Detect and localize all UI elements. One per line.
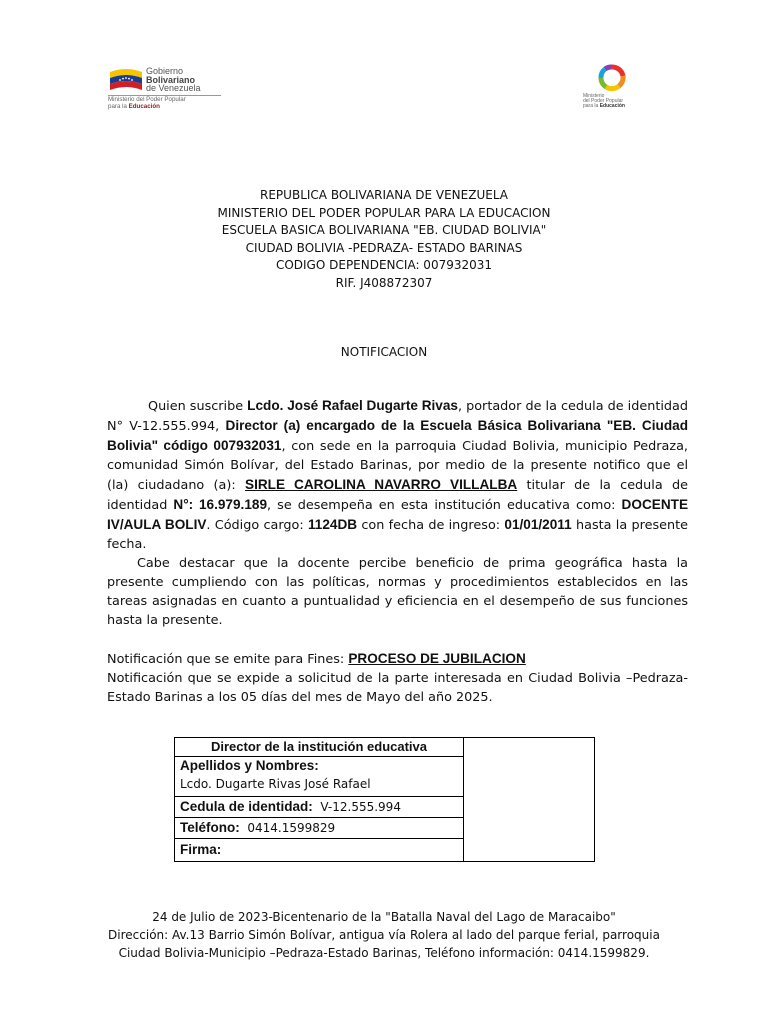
gobierno-bolivariano-logo <box>108 64 222 110</box>
logo-line-gobierno: Gobierno <box>146 66 184 76</box>
document-footer <box>0 908 768 962</box>
text-segment: Notificación que se emite para Fines: <box>107 652 349 667</box>
gobierno-text <box>146 67 201 93</box>
footer-line-direccion: Dirección: Av.13 Barrio Simón Bolívar, antigua vía Rolera al lado del parque ferial, parroquia <box>108 928 660 942</box>
header-line-escuela: ESCUELA BASICA BOLIVARIANA "EB. CIUDAD BOLIVIA" <box>221 223 547 238</box>
educacion-prefix: para la <box>108 102 129 110</box>
venezuela-flag-icon <box>108 66 144 92</box>
right-educacion-prefix: para la <box>583 103 600 110</box>
sign-label: Firma: <box>180 842 222 857</box>
header-line-ubicacion: CIUDAD BOLIVIA -PEDRAZA- ESTADO BARINAS <box>245 240 523 255</box>
purpose-value: PROCESO DE JUBILACION <box>348 651 526 666</box>
text-segment: hasta la presente fecha. <box>107 518 688 552</box>
phone-label: Teléfono: <box>180 820 240 835</box>
phone-value: 0414.1599829 <box>247 821 336 835</box>
educacion-line <box>108 104 186 111</box>
paragraph-main <box>107 396 688 554</box>
citizen-post: DOCENTE IV/AULA BOLIV <box>107 497 689 532</box>
footer-line-telefono: Ciudad Bolivia-Municipio –Pedraza-Estado Barinas, Teléfono información: 0414.1599829. <box>118 946 650 960</box>
names-value: Lcdo. Dugarte Rivas José Rafael <box>180 777 371 791</box>
header-line-rif: RIF. J408872307 <box>335 275 433 290</box>
post-code: 1124DB <box>307 517 358 532</box>
text-segment: , con sede en la parroquia Ciudad Bolivia, municipio Pedraza, comunidad Simón Bolívar, del Estado Barinas, por medio de la presente notifico que el (la) ciudadano (a): <box>107 439 688 493</box>
header-line-codigo: CODIGO DEPENDENCIA: 007932031 <box>275 258 493 273</box>
citizen-id: N°: 16.979.189 <box>173 497 268 512</box>
text-segment: titular de la cedula de identidad <box>107 478 688 513</box>
paragraph-benefit: Cabe destacar que la docente percibe beneficio de prima geográfica hasta la presente cumpliendo con las políticas, normas y procedimientos establecidos en las tareas asignadas en cuanto a puntualidad y eficiencia en el desempeño de sus funciones hasta la presente. <box>107 556 688 628</box>
table-row <box>175 738 595 757</box>
signer-role: Director (a) encargado de la Escuela Básica Bolivariana "EB. Ciudad Bolivia" código 007932031 <box>107 418 688 453</box>
entry-date: 01/01/2011 <box>504 517 572 532</box>
names-label: Apellidos y Nombres: <box>180 758 319 773</box>
ministerio-right-text <box>583 94 625 110</box>
text-segment: con fecha de ingreso: <box>357 518 505 533</box>
id-cell <box>175 797 464 818</box>
educacion-word: Educación <box>128 102 160 110</box>
right-educacion-word: Educación <box>599 103 625 110</box>
logo-line-venezuela: de Venezuela <box>146 83 201 93</box>
id-value: V-12.555.994 <box>320 800 401 814</box>
paragraph-purpose <box>107 649 688 669</box>
header-line-ministerio: MINISTERIO DEL PODER POPULAR PARA LA EDUCACION <box>217 205 551 220</box>
right-logo-line3 <box>583 104 625 109</box>
names-cell <box>175 757 464 797</box>
signature-table <box>174 737 595 862</box>
paragraph-gap <box>107 630 688 649</box>
id-label: Cedula de identidad: <box>180 799 313 814</box>
ministerio-text <box>108 97 186 110</box>
sign-cell <box>175 839 464 862</box>
signer-name: Lcdo. José Rafael Dugarte Rivas <box>247 398 458 413</box>
text-segment: , portador de la cedula de identidad N° V-12.555.994, <box>107 399 689 434</box>
right-logo-line2: del Poder Popular <box>583 98 624 105</box>
paragraph-issued: Notificación que se expide a solicitud de la parte interesada en Ciudad Bolivia –Pedraza-Estado Barinas a los 05 días del mes de Mayo del año 2025. <box>107 671 688 705</box>
text-segment: Quien suscribe <box>148 399 248 414</box>
header-line-republica: REPUBLICA BOLIVARIANA DE VENEZUELA <box>260 188 508 202</box>
logo-line-bolivariano: Bolivariano <box>146 74 196 85</box>
ministerio-line: Ministerio del Poder Popular <box>108 96 186 103</box>
footer-line-bicentenario: 24 de Julio de 2023-Bicentenario de la "Batalla Naval del Lago de Maracaibo" <box>152 910 616 924</box>
colorful-ring-icon <box>596 64 628 92</box>
ministerio-educacion-logo <box>578 64 650 108</box>
table-header-cell: Director de la institución educativa <box>175 738 464 757</box>
citizen-name: SIRLE CAROLINA NAVARRO VILLALBA <box>245 477 518 492</box>
document-header <box>0 187 768 293</box>
document-title: NOTIFICACION <box>340 345 428 359</box>
right-logo-line1: Ministerio <box>583 93 605 99</box>
text-segment: . Código cargo: <box>206 518 308 533</box>
seal-cell <box>464 738 595 862</box>
document-body <box>107 396 688 707</box>
text-segment: , se desempeña en esta institución educativa como: <box>267 498 622 513</box>
phone-cell <box>175 818 464 839</box>
